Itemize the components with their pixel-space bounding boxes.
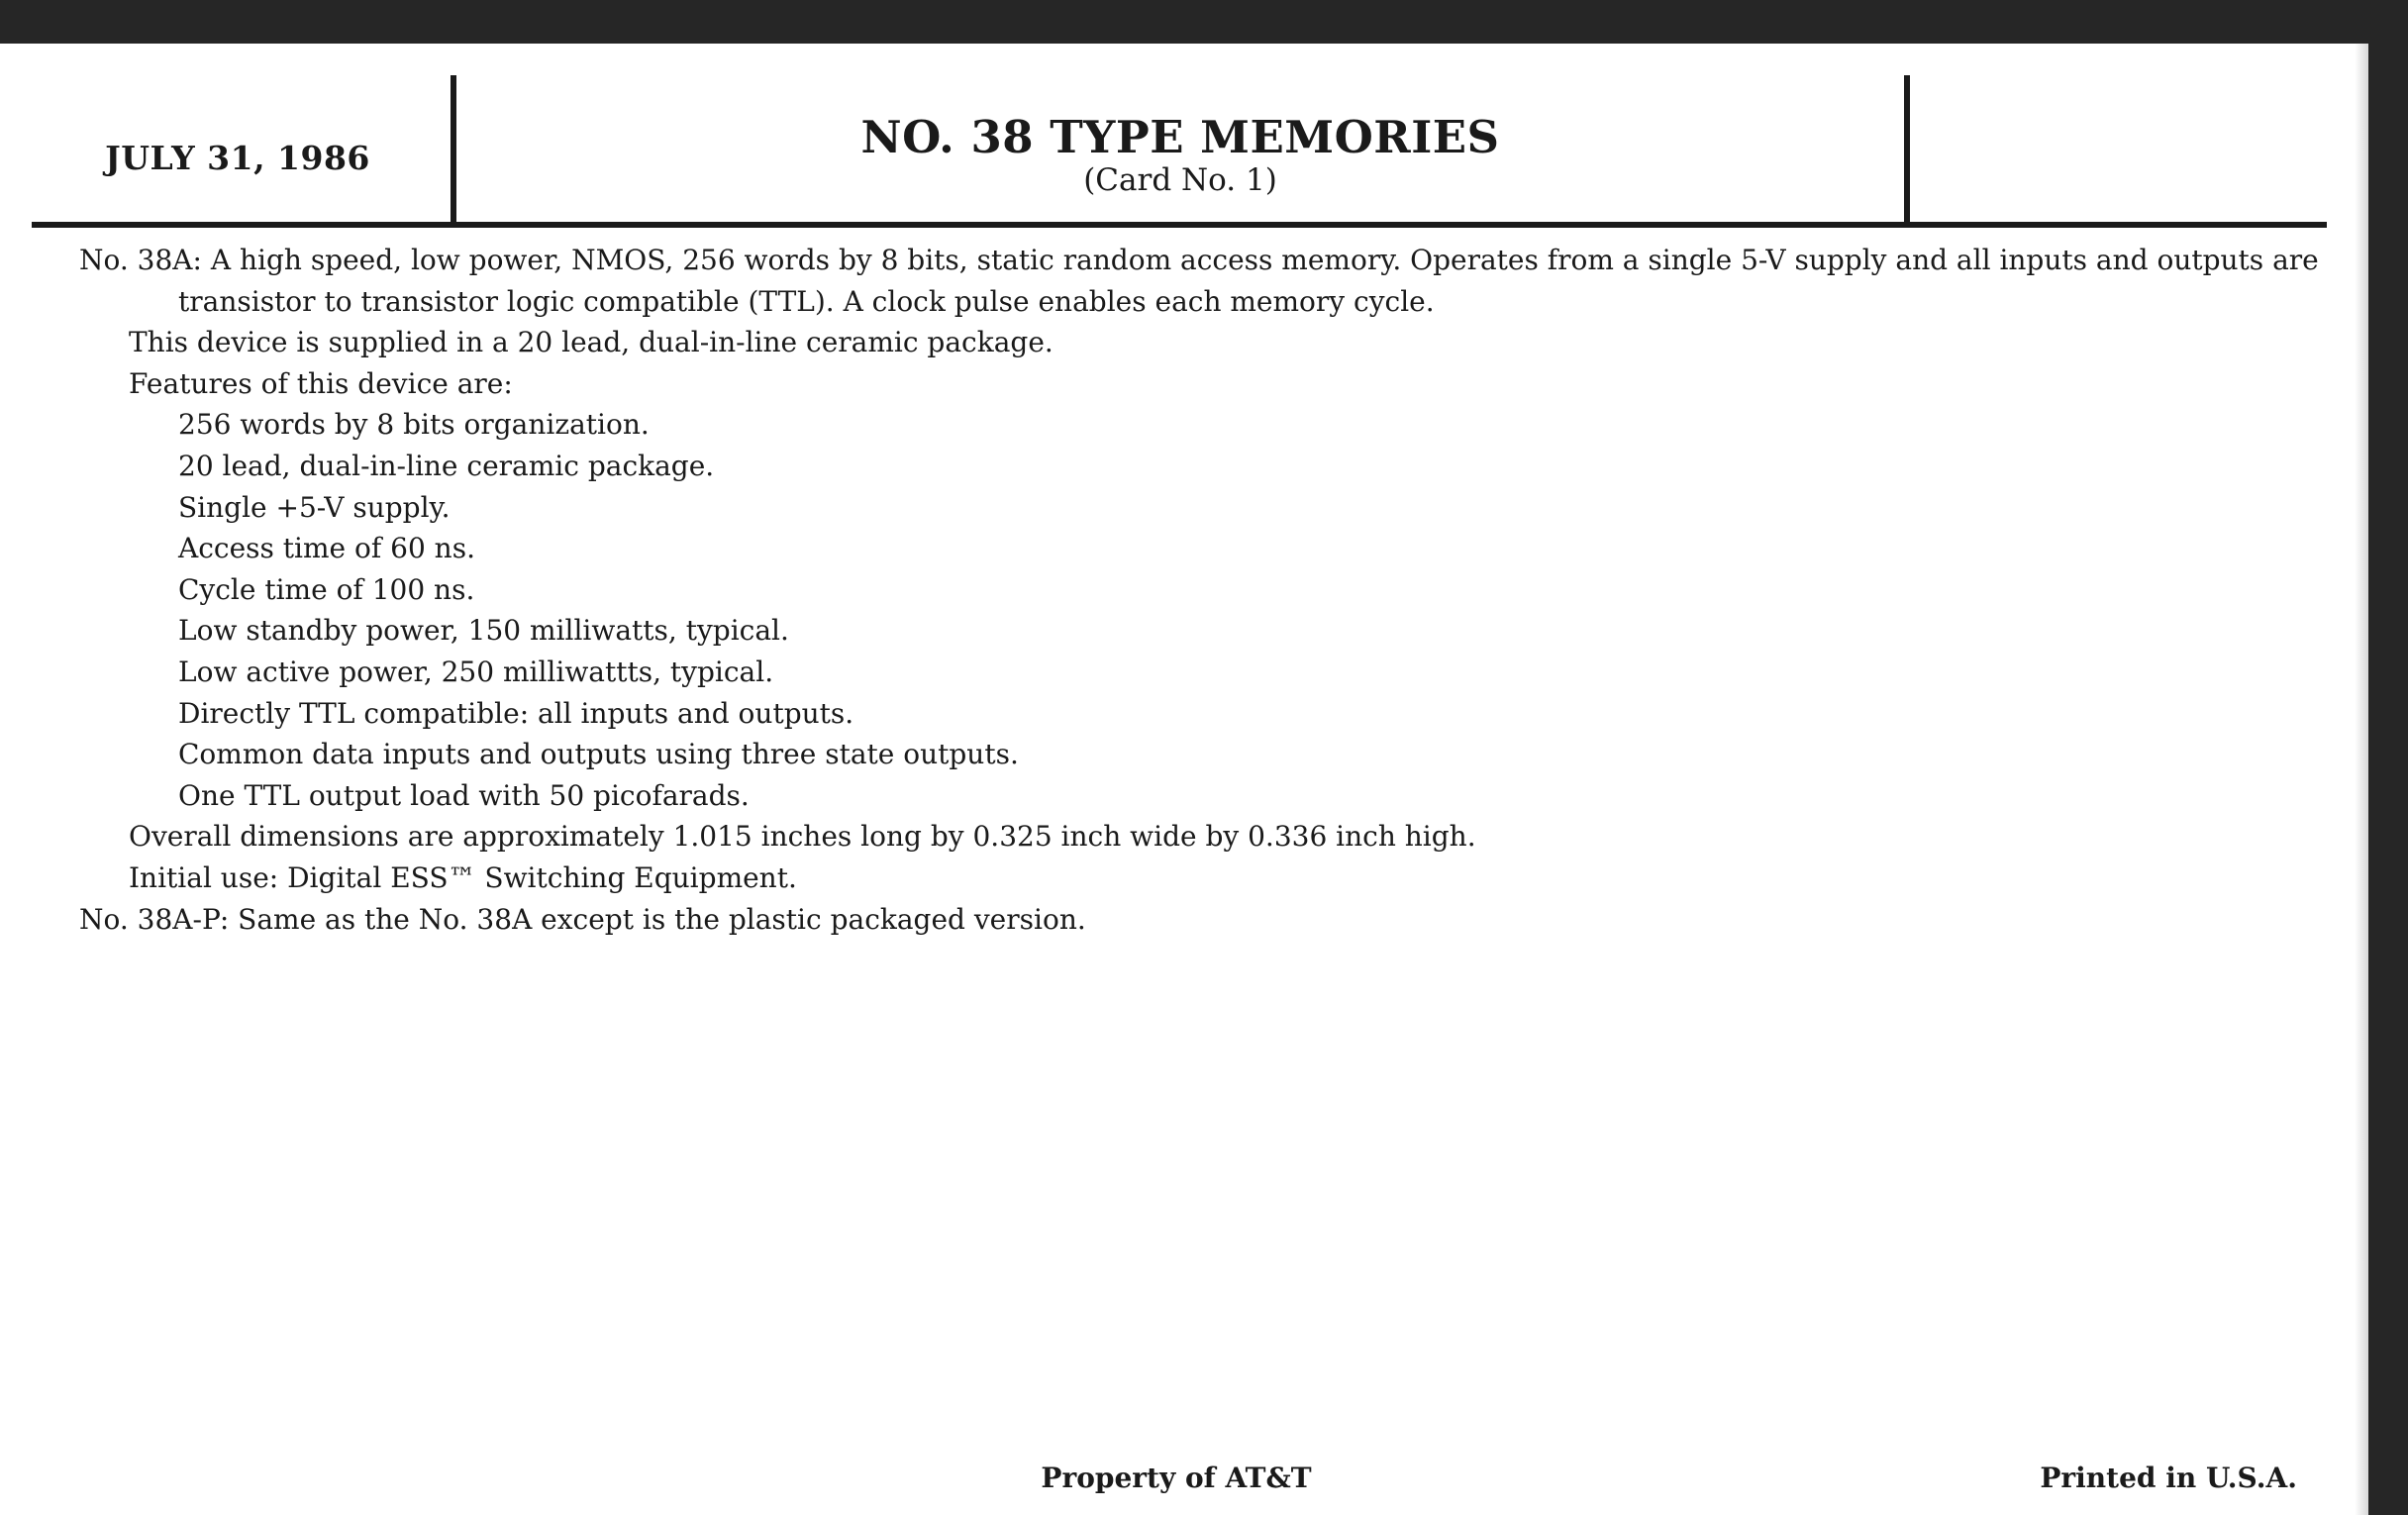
feature-item: Cycle time of 100 ns. (178, 572, 475, 606)
footer-printed: Printed in U.S.A. (2040, 1462, 2297, 1494)
feature-item: Directly TTL compatible: all inputs and outputs. (178, 696, 854, 730)
feature-item: Low standby power, 150 milliwatts, typical. (178, 614, 789, 648)
feature-item: Common data inputs and outputs using three state outputs. (178, 738, 1019, 771)
scan-border-top (0, 0, 2408, 44)
card-title: NO. 38 TYPE MEMORIES (860, 111, 1500, 163)
header-divider-right (1904, 75, 1910, 224)
feature-item: Low active power, 250 milliwattts, typical. (178, 655, 774, 688)
scan-border-right (2368, 0, 2408, 1515)
feature-item: 20 lead, dual-in-line ceramic package. (178, 449, 715, 482)
package-line: This device is supplied in a 20 lead, dual-in-line ceramic package. (129, 326, 1054, 359)
feature-item: Single +5-V supply. (178, 490, 451, 524)
feature-item: One TTL output load with 50 picofarads. (178, 778, 750, 812)
features-heading: Features of this device are: (129, 366, 513, 400)
feature-item: Access time of 60 ns. (178, 532, 475, 565)
feature-item: 256 words by 8 bits organization. (178, 408, 650, 442)
card-number: (Card No. 1) (1083, 162, 1277, 198)
header-rule (32, 222, 2327, 228)
card-body (79, 240, 2347, 940)
initial-use-line: Initial use: Digital ESS™ Switching Equipment. (129, 860, 797, 894)
dimensions-line: Overall dimensions are approximately 1.015 inches long by 0.325 inch wide by 0.336 inch high. (129, 820, 1476, 854)
scan-shadow-right (2355, 44, 2368, 1515)
footer-property: Property of AT&T (1041, 1462, 1312, 1494)
intro-paragraph: No. 38A: A high speed, low power, NMOS, 256 words by 8 bits, static random access memory. Operates from a single 5-V supply and all inputs and outputs are transistor to transistor logic compatible (TTL). A clock pulse enables each memory cycle. (79, 244, 2319, 318)
card-date: JULY 31, 1986 (105, 139, 370, 177)
variant-line: No. 38A-P: Same as the No. 38A except is the plastic packaged version. (79, 902, 1086, 936)
